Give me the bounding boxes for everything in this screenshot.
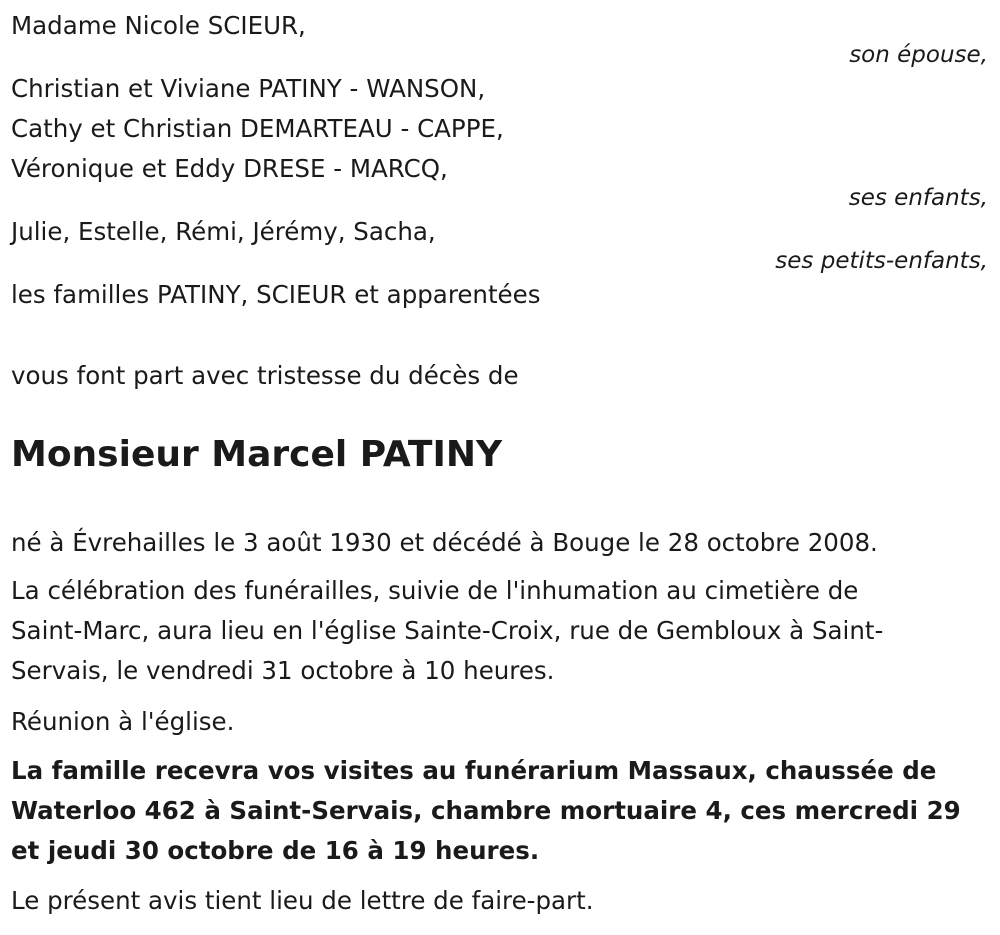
child-family-1: Christian et Viviane PATINY - WANSON, bbox=[11, 74, 486, 103]
families-line: les familles PATINY, SCIEUR et apparentées bbox=[11, 280, 541, 309]
visits-line-2: Waterloo 462 à Saint-Servais, chambre mortuaire 4, ces mercredi 29 bbox=[11, 796, 961, 825]
wife-role: son épouse, bbox=[849, 42, 988, 68]
closing-line: Le présent avis tient lieu de lettre de faire-part. bbox=[11, 886, 594, 915]
visits-line-1: La famille recevra vos visites au funérarium Massaux, chaussée de bbox=[11, 756, 937, 785]
visits-line-3: et jeudi 30 octobre de 16 à 19 heures. bbox=[11, 836, 540, 865]
grandchildren-role: ses petits-enfants, bbox=[775, 248, 988, 274]
grandchildren-names: Julie, Estelle, Rémi, Jérémy, Sacha, bbox=[11, 217, 436, 246]
visits-block bbox=[11, 751, 989, 871]
grandchildren-block bbox=[11, 212, 989, 273]
ceremony-block bbox=[11, 571, 989, 691]
child-family-3: Véronique et Eddy DRESE - MARCQ, bbox=[11, 154, 448, 183]
wife-block bbox=[11, 6, 989, 67]
children-block bbox=[11, 69, 989, 210]
birth-death-line: né à Évrehailles le 3 août 1930 et décédé à Bouge le 28 octobre 2008. bbox=[11, 528, 878, 557]
meeting-line: Réunion à l'église. bbox=[11, 707, 235, 736]
ceremony-line-3: Servais, le vendredi 31 octobre à 10 heures. bbox=[11, 656, 555, 685]
wife-name: Madame Nicole SCIEUR, bbox=[11, 11, 306, 40]
children-role: ses enfants, bbox=[848, 185, 988, 211]
announcement-line: vous font part avec tristesse du décès de bbox=[11, 361, 519, 390]
deceased-name: Monsieur Marcel PATINY bbox=[11, 434, 503, 475]
child-family-2: Cathy et Christian DEMARTEAU - CAPPE, bbox=[11, 114, 504, 143]
ceremony-line-1: La célébration des funérailles, suivie de l'inhumation au cimetière de bbox=[11, 576, 859, 605]
ceremony-line-2: Saint-Marc, aura lieu en l'église Sainte-Croix, rue de Gembloux à Saint- bbox=[11, 616, 884, 645]
